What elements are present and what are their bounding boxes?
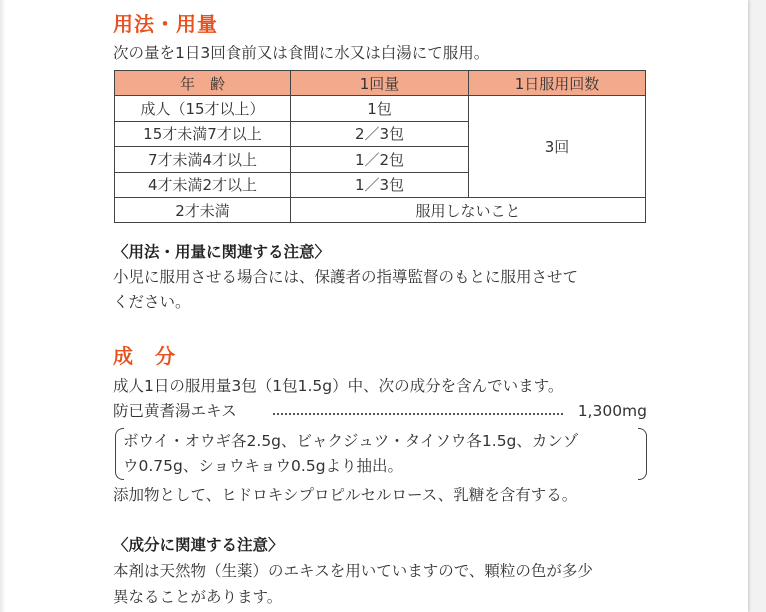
- herb-list-line: ウ0.75g、ショウキョウ0.5gより抽出。: [123, 457, 404, 475]
- age-cell: 2才未満: [115, 197, 291, 222]
- no-use-cell: 服用しないこと: [291, 197, 646, 222]
- table-row: [115, 96, 646, 121]
- extract-row: [113, 400, 647, 422]
- header-times: 1日服用回数: [469, 71, 646, 96]
- extract-amount: 1,300mg: [577, 402, 647, 420]
- page-edge-shadow: [0, 0, 6, 612]
- ingredients-note-heading: 〈成分に関連する注意〉: [113, 536, 284, 554]
- right-bracket: [638, 428, 647, 480]
- herb-list-bracket: [115, 428, 647, 480]
- usage-intro: 次の量を1日3回食前又は食間に水又は白湯にて服用。: [113, 44, 490, 62]
- header-dose: 1回量: [291, 71, 469, 96]
- dose-cell: 1／3包: [291, 172, 469, 197]
- usage-title: 用法・用量: [113, 12, 218, 36]
- ingredients-intro: 成人1日の服用量3包（1包1.5g）中、次の成分を含んでいます。: [113, 377, 564, 395]
- age-cell: 7才未満4才以上: [115, 147, 291, 172]
- dose-cell: 2／3包: [291, 121, 469, 146]
- usage-note-heading: 〈用法・用量に関連する注意〉: [113, 243, 331, 261]
- ingredients-note-line: 異なることがあります。: [113, 588, 283, 606]
- dot-leader: [273, 413, 563, 415]
- table-row: [115, 197, 646, 222]
- ingredients-note-line: 本剤は天然物（生薬）のエキスを用いていますので、顆粒の色が多少: [113, 562, 593, 580]
- dose-cell: 1／2包: [291, 147, 469, 172]
- usage-note-line: ください。: [113, 293, 191, 311]
- age-cell: 4才未満2才以上: [115, 172, 291, 197]
- ingredients-title: 成 分: [113, 344, 176, 368]
- dose-cell: 1包: [291, 96, 469, 121]
- additives-text: 添加物として、ヒドロキシプロピルセルロース、乳糖を含有する。: [113, 486, 578, 504]
- extract-name: 防已黄耆湯エキス: [113, 400, 241, 422]
- header-age: 年 齢: [115, 71, 291, 96]
- times-cell: 3回: [469, 96, 646, 198]
- herb-list-line: ボウイ・オウギ各2.5g、ビャクジュツ・タイソウ各1.5g、カンゾ: [123, 432, 579, 450]
- dosage-table-header-row: [115, 71, 646, 96]
- age-cell: 成人（15才以上）: [115, 96, 291, 121]
- usage-note-line: 小児に服用させる場合には、保護者の指導監督のもとに服用させて: [113, 268, 579, 286]
- dosage-table: [114, 70, 646, 223]
- age-cell: 15才未満7才以上: [115, 121, 291, 146]
